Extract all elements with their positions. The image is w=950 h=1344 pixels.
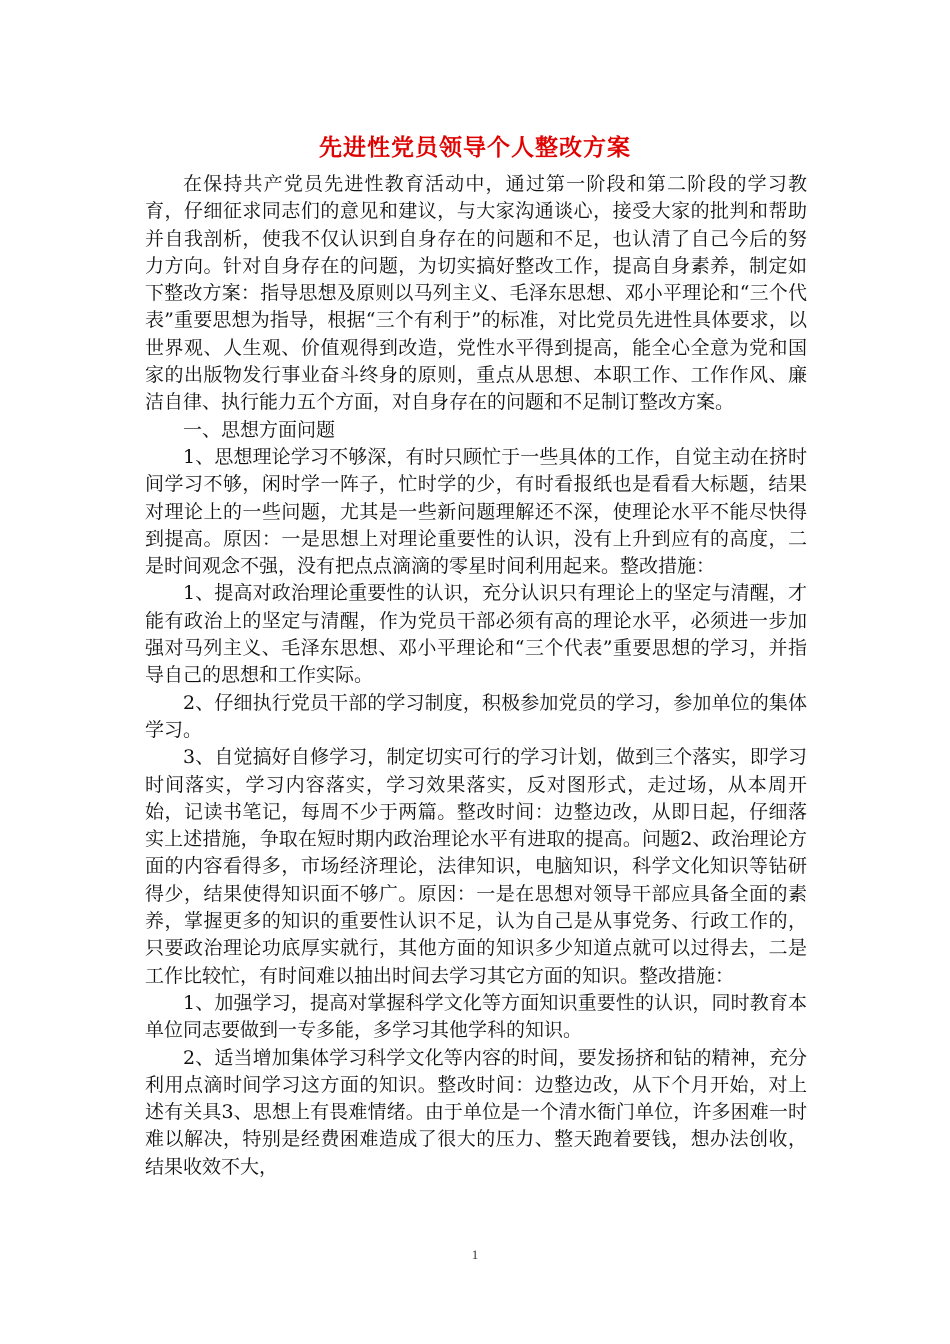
paragraph-measure-2: 2、仔细执行党员干部的学习制度，积极参加党员的学习，参加单位的集体学习。 [145, 691, 807, 741]
section-heading-thought: 一、思想方面问题 [183, 418, 336, 441]
page-number: 1 [471, 1247, 479, 1262]
paragraph-measure-1: 1、提高对政治理论重要性的认识，充分认识只有理论上的坚定与清醒，才能有政治上的坚定与清醒，作为党员干部必须有高的理论水平，必须进一步加强对马列主义、毛泽东思想、邓小平理论和“三个代表”重要思想的学习，并指导自己的思想和工作实际。 [145, 582, 807, 687]
paragraph-measure-5: 2、适当增加集体学习科学文化等内容的时间，要发扬挤和钻的精神，充分利用点滴时间学习这方面的知识。整改时间：边整边改，从下个月开始，对上述有关具3、思想上有畏难情绪。由于单位是一个清水衙门单位，许多困难一时难以解决，特别是经费困难造成了很大的压力、整天跑着要钱，想办法创收，结果收效不大， [145, 1046, 807, 1178]
paragraph-intro: 在保持共产党员先进性教育活动中，通过第一阶段和第二阶段的学习教育，仔细征求同志们的意见和建议，与大家沟通谈心，接受大家的批判和帮助并自我剖析，使我不仅认识到自身存在的问题和不足，也认清了自己今后的努力方向。针对自身存在的问题，为切实搞好整改工作，提高自身素养，制定如下整改方案：指导思想及原则以马列主义、毛泽东思想、邓小平理论和“三个代表”重要思想为指导，根据“三个有利于”的标准，对比党员先进性具体要求，以世界观、人生观、价值观得到改造，党性水平得到提高，能全心全意为党和国家的出版物发行事业奋斗终身的原则，重点从思想、本职工作、工作作风、廉洁自律、执行能力五个方面，对自身存在的问题和不足制订整改方案。 [145, 173, 807, 414]
paragraph-issue-1: 1、思想理论学习不够深，有时只顾忙于一些具体的工作，自觉主动在挤时间学习不够，闲时学一阵子，忙时学的少，有时看报纸也是看看大标题，结果对理论上的一些问题，尤其是一些新问题理解还不深，使理论水平不能尽快得到提高。原因：一是思想上对理论重要性的认识，没有上升到应有的高度，二是时间观念不强，没有把点点滴滴的零星时间利用起来。整改措施： [145, 445, 807, 578]
paragraph-measure-3: 3、自觉搞好自修学习，制定切实可行的学习计划，做到三个落实，即学习时间落实，学习内容落实，学习效果落实，反对图形式，走过场，从本周开始，记读书笔记，每周不少于两篇。整改时间：边整边改，从即日起，仔细落实上述措施，争取在短时期内政治理论水平有进取的提高。问题2、政治理论方面的内容看得多，市场经济理论，法律知识，电脑知识，科学文化知识等钻研得少，结果使得知识面不够广。原因：一是在思想对领导干部应具备全面的素养，掌握更多的知识的重要性认识不足，认为自己是从事党务、行政工作的，只要政治理论功底厚实就行，其他方面的知识多少知道点就可以过得去，二是工作比较忙，有时间难以抽出时间去学习其它方面的知识。整改措施： [145, 746, 807, 987]
document-title: 先进性党员领导个人整改方案 [319, 134, 631, 161]
document-body [145, 171, 807, 1181]
paragraph-measure-4: 1、加强学习，提高对掌握科学文化等方面知识重要性的认识，同时教育本单位同志要做到一专多能，多学习其他学科的知识。 [145, 991, 807, 1042]
